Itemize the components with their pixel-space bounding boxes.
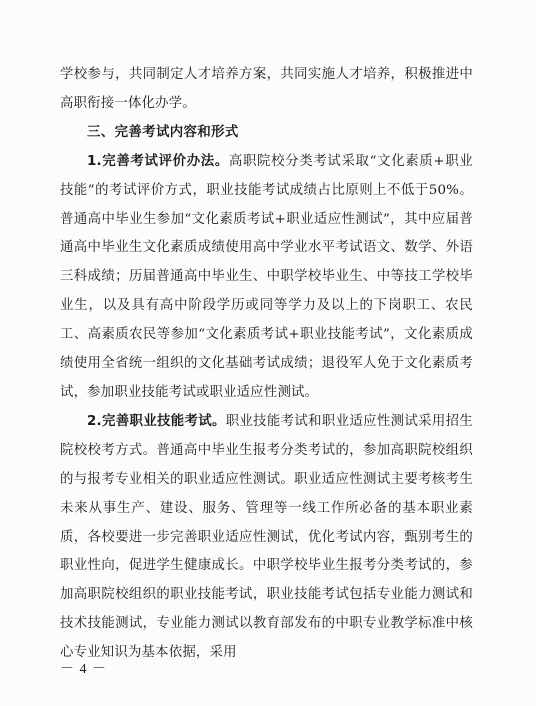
page-number: － 4 － xyxy=(60,662,107,677)
item-lead-2: 2.完善职业技能考试。 xyxy=(87,413,226,429)
item-body-1: 高职院校分类考试采取“文化素质+职业技能”的考试评价方式，职业技能考试成绩占比原则上不低于50%。普通高中毕业生参加“文化素质考试+职业适应性测试”，其中应届普通高中毕业生文化素质成绩使用高中学业水平考试语文、数学、外语三科成绩；历届普通高中毕业生、中职学校毕业生、中等技工学校毕业生，以及具有高中阶段学历或同等学力及以上的下岗职工、农民工、高素质农民等参加“文化素质考试+职业技能考试”，文化素质成绩使用全省统一组织的文化基础考试成绩；退役军人免于文化素质考试，参加职业技能考试或职业适应性测试。 xyxy=(60,153,473,400)
item-paragraph-1 xyxy=(60,148,473,408)
body-paragraph: 学校参与，共同制定人才培养方案，共同实施人才培养，积极推进中高职衔接一体化办学。 xyxy=(60,67,473,111)
section-heading: 三、完善考试内容和形式 xyxy=(87,124,239,140)
document-body xyxy=(60,61,473,668)
item-body-2: 职业技能考试和职业适应性测试采用招生院校校考方式。普通高中毕业生报考分类考试的，参加高职院校组织的与报考专业相关的职业适应性测试。职业适应性测试主要考核考生未来从事生产、建设、服务、管理等一线工作所必备的基本职业素质，各校要进一步完善职业适应性测试，优化考试内容，甄别考生的职业性向，促进学生健康成长。中职学校毕业生报考分类考试的，参加高职院校组织的职业技能考试，职业技能考试包括专业能力测试和技术技能测试，专业能力测试以教育部发布的中职专业教学标准中核心专业知识为基本依据，采用 xyxy=(60,413,473,661)
item-paragraph-2 xyxy=(60,408,473,668)
item-lead-1: 1.完善考试评价办法。 xyxy=(87,153,229,169)
